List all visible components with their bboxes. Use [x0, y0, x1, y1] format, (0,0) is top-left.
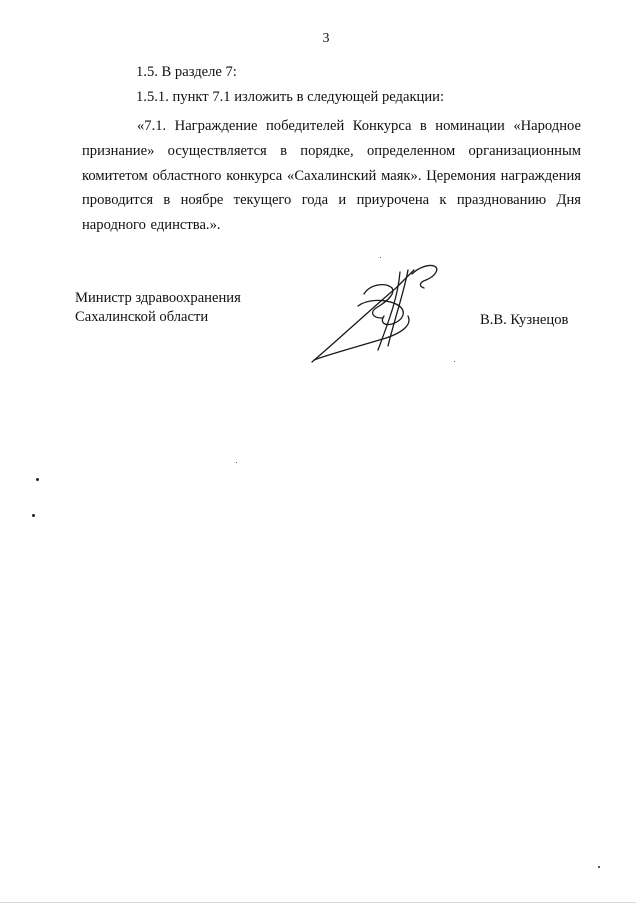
scan-speck [236, 462, 237, 463]
signer-position-line: Министр здравоохранения [75, 290, 241, 306]
handwritten-signature [300, 258, 450, 374]
amendment-intro-paragraph: 1.5.1. пункт 7.1 изложить в следующей редакции: [136, 89, 445, 105]
scan-speck [380, 257, 381, 258]
scan-speck [32, 514, 35, 517]
scan-edge-line [0, 902, 636, 903]
section-heading-paragraph: 1.5. В разделе 7: [136, 64, 237, 80]
amendment-text-paragraph: «7.1. Награждение победителей Конкурса в номинации «Народное признание» осуществляется в порядке, определенном организационным комитетом областного конкурса «Сахалинский маяк». Церемония награждения проводится в ноябре текущего года и приурочена к празднованию Дня народного единства.». [82, 118, 581, 234]
scan-speck [36, 478, 39, 481]
scan-speck [598, 866, 600, 868]
signer-region-line: Сахалинской области [75, 308, 209, 325]
signer-name: В.В. Кузнецов [480, 312, 569, 328]
signer-position [75, 289, 241, 326]
page-number: 3 [322, 31, 330, 46]
scan-speck [454, 361, 455, 362]
